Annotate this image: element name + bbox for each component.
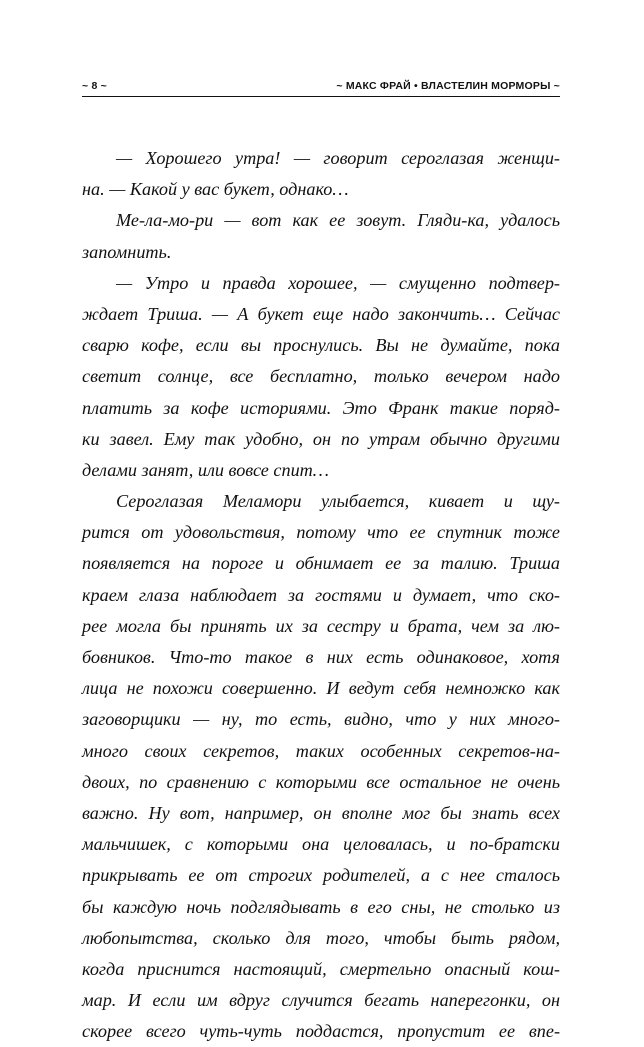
text-line: Сероглазая Меламори улыбается, кивает и щу-	[116, 491, 560, 512]
text-line: бы каждую ночь подглядывать в его сны, не столько из	[82, 896, 560, 917]
text-line: много своих секретов, таких особенных секретов-на-	[82, 740, 560, 761]
text-line: платить за кофе историями. Это Франк такие поряд-	[82, 397, 560, 418]
text-line: мар. И если им вдруг случится бегать наперегонки, он	[82, 990, 560, 1011]
text-line: — Утро и правда хорошее, — смущенно подтвер-	[116, 272, 560, 293]
text-line: рее могла бы принять их за сестру и брата, чем за лю-	[82, 615, 560, 636]
text-line: заговорщики — ну, то есть, видно, что у них много-	[82, 709, 560, 730]
text-line: скорее всего чуть-чуть поддастся, пропустит ее впе-	[82, 1021, 560, 1042]
text-line: — Хорошего утра! — говорит сероглазая женщи-	[116, 148, 560, 168]
text-line: на. — Какой у вас букет, однако…	[82, 179, 349, 200]
text-line: делами занят, или вовсе спит…	[82, 459, 329, 480]
text-line: важно. Ну вот, например, он вполне мог бы знать всех	[82, 802, 560, 823]
text-line: появляется на пороге и обнимает ее за талию. Триша	[82, 553, 560, 574]
text-line: запомнить.	[82, 241, 172, 262]
header-rule	[82, 96, 560, 97]
text-line: любопытства, сколько для того, чтобы быть рядом,	[82, 927, 560, 948]
text-line: ки завел. Ему так удобно, он по утрам обычно другими	[82, 428, 560, 449]
text-line: мальчишек, с которыми она целовалась, и по-братски	[82, 834, 560, 855]
body-text	[82, 143, 560, 1047]
text-line: прикрывать ее от строгих родителей, а с нее сталось	[82, 865, 560, 886]
text-line: Ме-ла-мо-ри — вот как ее зовут. Гляди-ка, удалось	[116, 210, 560, 231]
text-line: лица не похожи совершенно. И ведут себя немножко как	[82, 678, 560, 699]
text-line: ждает Триша. — А букет еще надо закончить… Сейчас	[82, 303, 560, 324]
text-line: рится от удовольствия, потому что ее спутник тоже	[82, 522, 560, 543]
page-number: ~ 8 ~	[82, 80, 107, 92]
text-line: когда приснится настоящий, смертельно опасный кош-	[82, 958, 560, 979]
text-line: двоих, по сравнению с которыми все остальное не очень	[82, 771, 560, 792]
text-line: бовников. Что-то такое в них есть одинаковое, хотя	[82, 647, 560, 667]
running-title: ~ МАКС ФРАЙ • ВЛАСТЕЛИН МОРМОРЫ ~	[336, 80, 560, 92]
text-line: светит солнце, все бесплатно, только вечером надо	[82, 366, 560, 387]
text-line: краем глаза наблюдает за гостями и думает, что ско-	[82, 584, 560, 605]
text-line: сварю кофе, если вы проснулись. Вы не думайте, пока	[82, 335, 560, 356]
